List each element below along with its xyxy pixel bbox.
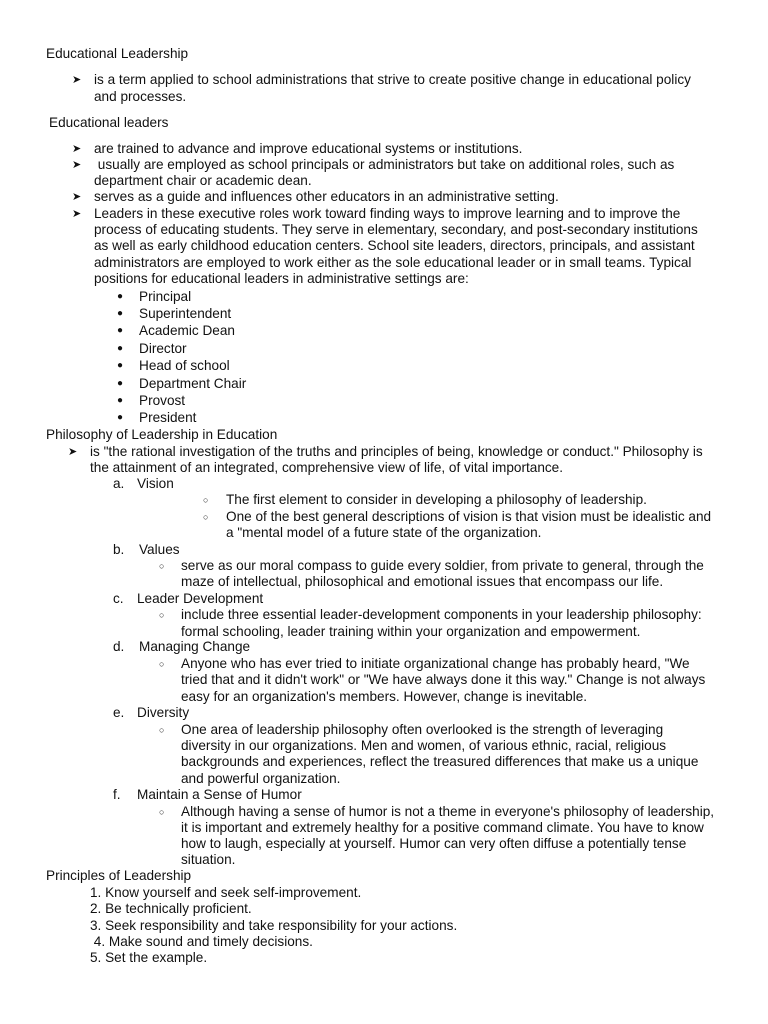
position-item: Principal xyxy=(139,289,192,304)
bullet-dot-icon: ● xyxy=(117,360,124,371)
sub-bullet-text: it is important and extremely healthy for a positive command climate. You have to know xyxy=(181,820,704,835)
arrow-bullet-icon: ➤ xyxy=(72,74,82,86)
sub-bullet-text: tried that and it didn't work" or "We have always done it this way." Change is not always xyxy=(181,672,706,687)
sub-bullet-text: One of the best general descriptions of vision is that vision must be idealistic and xyxy=(226,509,712,524)
bullet-dot-icon: ● xyxy=(117,308,124,319)
principle-item: 4. Make sound and timely decisions. xyxy=(90,934,313,949)
bullet-text: the attainment of an integrated, comprehensive view of life, of vital importance. xyxy=(90,460,564,475)
position-item: Academic Dean xyxy=(139,323,235,338)
sub-bullet-text: Anyone who has ever tried to initiate organizational change has probably heard, "We xyxy=(181,656,690,671)
circle-bullet-icon: ○ xyxy=(203,495,209,505)
circle-bullet-icon: ○ xyxy=(159,610,165,620)
principle-item: 5. Set the example. xyxy=(90,950,208,965)
position-item: Head of school xyxy=(139,358,230,373)
list-marker: c. xyxy=(113,591,124,606)
sub-bullet-text: include three essential leader-development components in your leadership philosophy: xyxy=(181,607,702,622)
bullet-text: is a term applied to school administrations that strive to create positive change in educational policy xyxy=(94,72,691,87)
list-marker: b. xyxy=(113,542,125,557)
bullet-text: serves as a guide and influences other educators in an administrative setting. xyxy=(94,189,559,204)
bullet-text: as well as early childhood education centers. School site leaders, directors, principals, and assistant xyxy=(94,238,695,253)
sub-bullet-text: diversity in our organizations. Men and women, of various ethnic, racial, religious xyxy=(181,738,667,753)
list-marker: a. xyxy=(113,476,125,491)
sub-bullet-text: Although having a sense of humor is not a theme in everyone's philosophy of leadership, xyxy=(181,804,715,819)
heading-principles: Principles of Leadership xyxy=(46,868,192,883)
position-item: Department Chair xyxy=(139,376,247,391)
arrow-bullet-icon: ➤ xyxy=(68,446,78,458)
bullet-text: department chair or academic dean. xyxy=(94,173,312,188)
bullet-text: positions for educational leaders in administrative settings are: xyxy=(94,271,469,286)
list-marker: d. xyxy=(113,639,125,654)
position-item: President xyxy=(139,410,197,425)
circle-bullet-icon: ○ xyxy=(203,512,209,522)
subheading: Leader Development xyxy=(137,591,264,606)
subheading: Values xyxy=(139,542,180,557)
sub-bullet-text: easy for an organization's members. However, change is inevitable. xyxy=(181,689,588,704)
subheading: Vision xyxy=(137,476,174,491)
sub-bullet-text: formal schooling, leader training within your organization and empowerment. xyxy=(181,624,641,639)
sub-bullet-text: maze of intellectual, philosophical and emotional issues that encompass our life. xyxy=(181,574,664,589)
sub-bullet-text: backgrounds and experiences, reflect the treasured differences that make us a unique xyxy=(181,754,699,769)
bullet-dot-icon: ● xyxy=(117,325,124,336)
sub-bullet-text: and powerful organization. xyxy=(181,771,341,786)
circle-bullet-icon: ○ xyxy=(159,561,165,571)
arrow-bullet-icon: ➤ xyxy=(72,208,82,220)
bullet-text: process of educating students. They serve in elementary, secondary, and post-secondary institutions xyxy=(94,222,698,237)
sub-bullet-text: serve as our moral compass to guide every soldier, from private to general, through the xyxy=(181,558,704,573)
bullet-text: are trained to advance and improve educational systems or institutions. xyxy=(94,141,523,156)
circle-bullet-icon: ○ xyxy=(159,659,165,669)
circle-bullet-icon: ○ xyxy=(159,807,165,817)
principle-item: 1. Know yourself and seek self-improvement. xyxy=(90,885,362,900)
bullet-text: administrators are employed to work either as the sole educational leader or in small teams. Typical xyxy=(94,255,692,270)
arrow-bullet-icon: ➤ xyxy=(72,159,82,171)
position-item: Superintendent xyxy=(139,306,232,321)
bullet-dot-icon: ● xyxy=(117,291,124,302)
position-item: Director xyxy=(139,341,187,356)
circle-bullet-icon: ○ xyxy=(159,725,165,735)
principle-item: 2. Be technically proficient. xyxy=(90,901,252,916)
bullet-text: is "the rational investigation of the truths and principles of being, knowledge or conduct." Philosophy is xyxy=(90,444,703,459)
bullet-dot-icon: ● xyxy=(117,343,124,354)
bullet-text: Leaders in these executive roles work toward finding ways to improve learning and to improve the xyxy=(94,206,681,221)
heading-philosophy: Philosophy of Leadership in Education xyxy=(46,427,278,442)
arrow-bullet-icon: ➤ xyxy=(72,143,82,155)
subheading: Managing Change xyxy=(139,639,251,654)
arrow-bullet-icon: ➤ xyxy=(72,191,82,203)
sub-bullet-text: a "mental model of a future state of the organization. xyxy=(226,525,542,540)
sub-bullet-text: how to laugh, especially at yourself. Humor can very often diffuse a potentially tense xyxy=(181,836,687,851)
position-item: Provost xyxy=(139,393,186,408)
sub-bullet-text: The first element to consider in developing a philosophy of leadership. xyxy=(226,492,647,507)
bullet-dot-icon: ● xyxy=(117,395,124,406)
subheading: Diversity xyxy=(137,705,190,720)
bullet-text: and processes. xyxy=(94,89,187,104)
sub-bullet-text: One area of leadership philosophy often overlooked is the strength of leveraging xyxy=(181,722,664,737)
principle-item: 3. Seek responsibility and take responsibility for your actions. xyxy=(90,918,458,933)
bullet-text: usually are employed as school principals or administrators but take on additional roles, such as xyxy=(94,157,675,172)
list-marker: f. xyxy=(113,787,121,802)
sub-bullet-text: situation. xyxy=(181,852,236,867)
subheading: Maintain a Sense of Humor xyxy=(137,787,302,802)
bullet-dot-icon: ● xyxy=(117,378,124,389)
heading-educational-leadership: Educational Leadership xyxy=(46,46,189,61)
heading-educational-leaders: Educational leaders xyxy=(49,115,169,130)
list-marker: e. xyxy=(113,705,125,720)
bullet-dot-icon: ● xyxy=(117,412,124,423)
